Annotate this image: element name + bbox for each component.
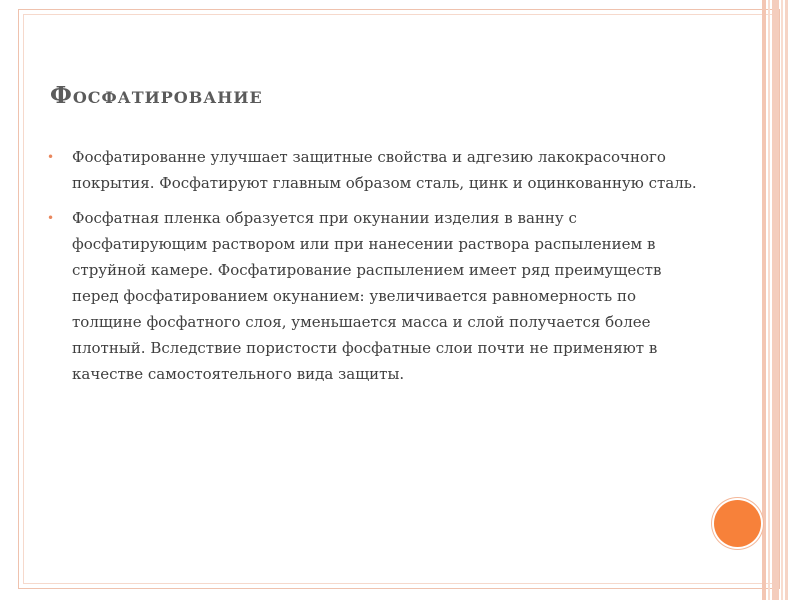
decorative-stripe <box>762 0 766 600</box>
bullet-item <box>47 144 707 196</box>
bullet-icon: • <box>47 150 55 164</box>
decorative-stripe <box>772 0 779 600</box>
bullet-text: Фосфатированне улучшает защитные свойства и адгезию лакокрасочного покрытия. Фосфатируют главным образом сталь, цинк и оцинкованную сталь. <box>72 148 697 192</box>
bullet-item <box>47 205 707 387</box>
orange-circle-icon <box>714 500 761 547</box>
bullet-list <box>47 144 707 396</box>
bullet-text: Фосфатная пленка образуется при окунании изделия в ванну с фосфатирующим раствором или при нанесении раствора распылением в струйной камере. Фосфатирование распылением имеет ряд преимуществ перед фосфатированием окунанием: увеличивается равномерность по толщине фосфатного слоя, уменьшается масса и слой получается более плотный. Вследствие пористости фосфатные слои почти не применяют в качестве самостоятельного вида защиты. <box>72 209 662 383</box>
bullet-icon: • <box>47 211 55 225</box>
decorative-stripe <box>785 0 788 600</box>
decorative-stripe <box>781 0 783 600</box>
slide-title: Фосфатирование <box>50 82 263 109</box>
decorative-stripe <box>768 0 770 600</box>
